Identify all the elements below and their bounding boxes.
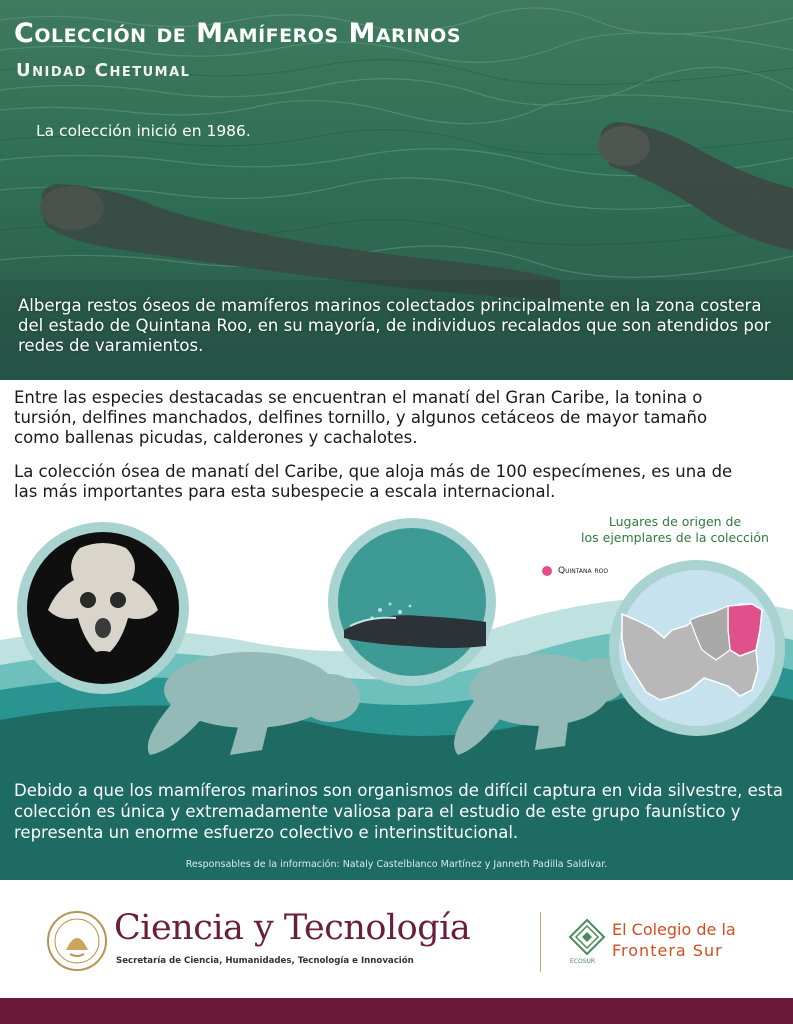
map-circle [609,560,785,736]
ecosur-name-line1: El Colegio de la [612,920,736,939]
mexico-seal-icon [46,910,108,972]
secretaria-subtitle: Secretaría de Ciencia, Humanidades, Tecnología e Innovación [116,956,414,966]
ecosur-name-line2: Frontera Sur [612,941,723,960]
ciencia-tecnologia-logo: Ciencia y Tecnología [114,908,471,948]
collection-paragraph: La colección ósea de manatí del Caribe, que aloja más de 100 especímenes, es una de las más importantes para esta subespecie a escala internacional. [14,462,733,501]
map-title-line2: los ejemplares de la colección [581,530,769,545]
map-legend [542,566,608,576]
quintana-roo-region [728,604,762,656]
map-title-line1: Lugares de origen de [608,514,742,529]
page-subtitle: Unidad Chetumal [16,60,191,81]
intro-text: La colección inició en 1986. [36,122,251,140]
legend-label: Quintana roo [558,566,609,576]
page-title: Colección de Mamíferos Marinos [14,18,461,49]
ecosur-tag: ECOSUR [570,958,596,965]
closing-paragraph: Debido a que los mamíferos marinos son organismos de difícil captura en vida silvestre, esta colección es única y extremadamente valiosa para el estudio de este grupo faunístico y representa un enorme esfuerzo colectivo e interinstitucional. [14,781,783,842]
bottom-bar [0,998,793,1024]
footer-divider [540,912,541,972]
hero-photo [0,0,793,380]
hero-description: Alberga restos óseos de mamíferos marinos colectados principalmente en la zona costera del estado de Quintana Roo, en su mayoría, de individuos recalados que son atendidos por redes de varamientos. [18,296,771,355]
ecosur-logo-icon [568,918,606,958]
map-title [560,514,790,546]
dolphin-photo-circle [328,518,496,686]
credits-line: Responsables de la información: Nataly Castelblanco Martínez y Janneth Padilla Saldívar. [185,859,608,870]
species-paragraph: Entre las especies destacadas se encuentran el manatí del Gran Caribe, la tonina o tursión, delfines manchados, delfines tornillo, y algunos cetáceos de mayor tamaño como ballenas picudas, calderones y cachalotes. [14,388,708,447]
skull-photo-circle [17,522,189,694]
legend-dot [542,566,552,576]
